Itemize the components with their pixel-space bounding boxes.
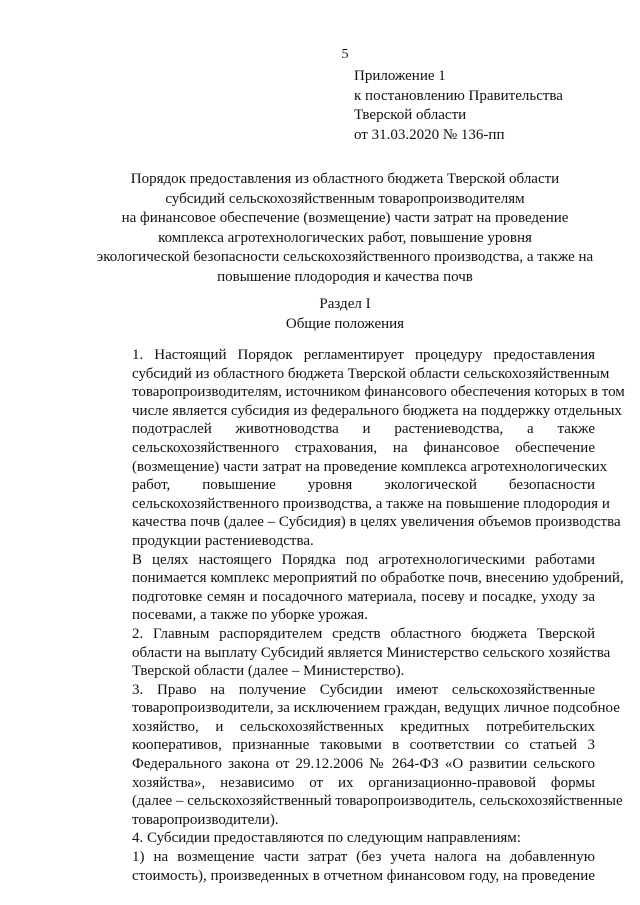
paragraph-line: (далее – сельскохозяйственный товаропроизводитель, сельскохозяйственные <box>132 793 623 810</box>
paragraph-line: качества почв (далее – Субсидия) в целях увеличения объемов производства <box>132 514 621 531</box>
paragraph-line: 1) на возмещение части затрат (без учета налога на добавленную <box>132 849 595 866</box>
paragraph-line: области на выплату Субсидий является Министерство сельского хозяйства <box>132 644 611 661</box>
paragraph-3 <box>92 625 611 681</box>
document-title <box>80 170 610 288</box>
title-line: Порядок предоставления из областного бюджета Тверской области <box>130 171 560 187</box>
paragraph-line: 1. Настоящий Порядок регламентирует процедуру предоставления <box>132 347 595 363</box>
title-line: комплекса агротехнологических работ, повышение уровня <box>158 229 532 246</box>
title-line: на финансовое обеспечение (возмещение) части затрат на проведение <box>121 210 569 227</box>
paragraph-line: Федерального закона от 29.12.2006 № 264-ФЗ «О развитии сельского <box>132 756 595 773</box>
paragraph-4 <box>92 681 623 830</box>
paragraph-line: числе является субсидия из федерального бюджета на поддержку отдельных <box>132 402 622 419</box>
body-text <box>92 346 625 885</box>
paragraph-line: хозяйства», независимо от их организационно-правовой формы <box>132 774 595 791</box>
appendix-line: к постановлению Правительства <box>354 87 563 104</box>
paragraph-line: субсидий из областного бюджета Тверской области сельскохозяйственным <box>132 365 610 382</box>
paragraph-line: продукции растениеводства. <box>132 532 314 549</box>
section-number: Раздел I <box>319 296 371 312</box>
title-line: субсидий сельскохозяйственным товаропроизводителям <box>165 190 525 207</box>
appendix-line: Тверской области <box>354 107 467 123</box>
paragraph-line: подготовке семян и посадочного материала, посеву и посадке, уходу за <box>132 588 595 605</box>
paragraph-line: стоимость), произведенных в отчетном финансовом году, на проведение <box>132 867 595 884</box>
section-heading <box>80 294 610 334</box>
paragraph-line: 3. Право на получение Субсидии имеют сельскохозяйственные <box>132 681 595 698</box>
paragraph-line: работ, повышение уровня экологической безопасности <box>132 477 595 494</box>
title-line: повышение плодородия и качества почв <box>217 268 473 285</box>
paragraph-line: (возмещение) части затрат на проведение комплекса агротехнологических <box>132 458 608 475</box>
paragraph-line: хозяйство, и сельскохозяйственных кредитных потребительских <box>132 718 595 735</box>
paragraph-line: посевами, а также по уборке урожая. <box>132 607 368 624</box>
section-name: Общие положения <box>285 316 405 332</box>
paragraph-line: Тверской области (далее – Министерство). <box>132 663 405 680</box>
paragraph-line: подотраслей животноводства и растениеводства, а также <box>132 421 595 438</box>
title-line: экологической безопасности сельскохозяйственного производства, а также на <box>96 249 594 266</box>
paragraph-line: сельскохозяйственного страхования, на финансовое обеспечение <box>132 439 595 456</box>
paragraph-1 <box>92 346 625 551</box>
paragraph-5 <box>92 829 595 848</box>
paragraph-line: 4. Субсидии предоставляются по следующим направлениям: <box>132 830 521 847</box>
appendix-date-line: от 31.03.2020 № 136-пп <box>354 126 505 143</box>
paragraph-2 <box>92 551 624 625</box>
paragraph-line: понимается комплекс мероприятий по обработке почв, внесению удобрений, <box>132 570 624 587</box>
paragraph-line: сельскохозяйственного производства, а также на повышение плодородия и <box>132 495 610 512</box>
appendix-line: Приложение 1 <box>354 68 446 84</box>
paragraph-line: В целях настоящего Порядка под агротехнологическими работами <box>132 551 595 568</box>
paragraph-line: товаропроизводители, за исключением граждан, ведущих личное подсобное <box>132 700 620 717</box>
paragraph-line: кооперативов, признанные таковыми в соответствии со статьей 3 <box>132 737 595 754</box>
paragraph-line: 2. Главным распорядителем средств областного бюджета Тверской <box>132 625 595 642</box>
paragraph-line: товаропроизводители). <box>132 811 279 828</box>
page-number: 5 <box>341 47 349 62</box>
paragraph-6 <box>92 848 595 885</box>
paragraph-line: товаропроизводителям, источником финансового обеспечения которых в том <box>132 384 625 401</box>
appendix-block <box>354 67 563 145</box>
